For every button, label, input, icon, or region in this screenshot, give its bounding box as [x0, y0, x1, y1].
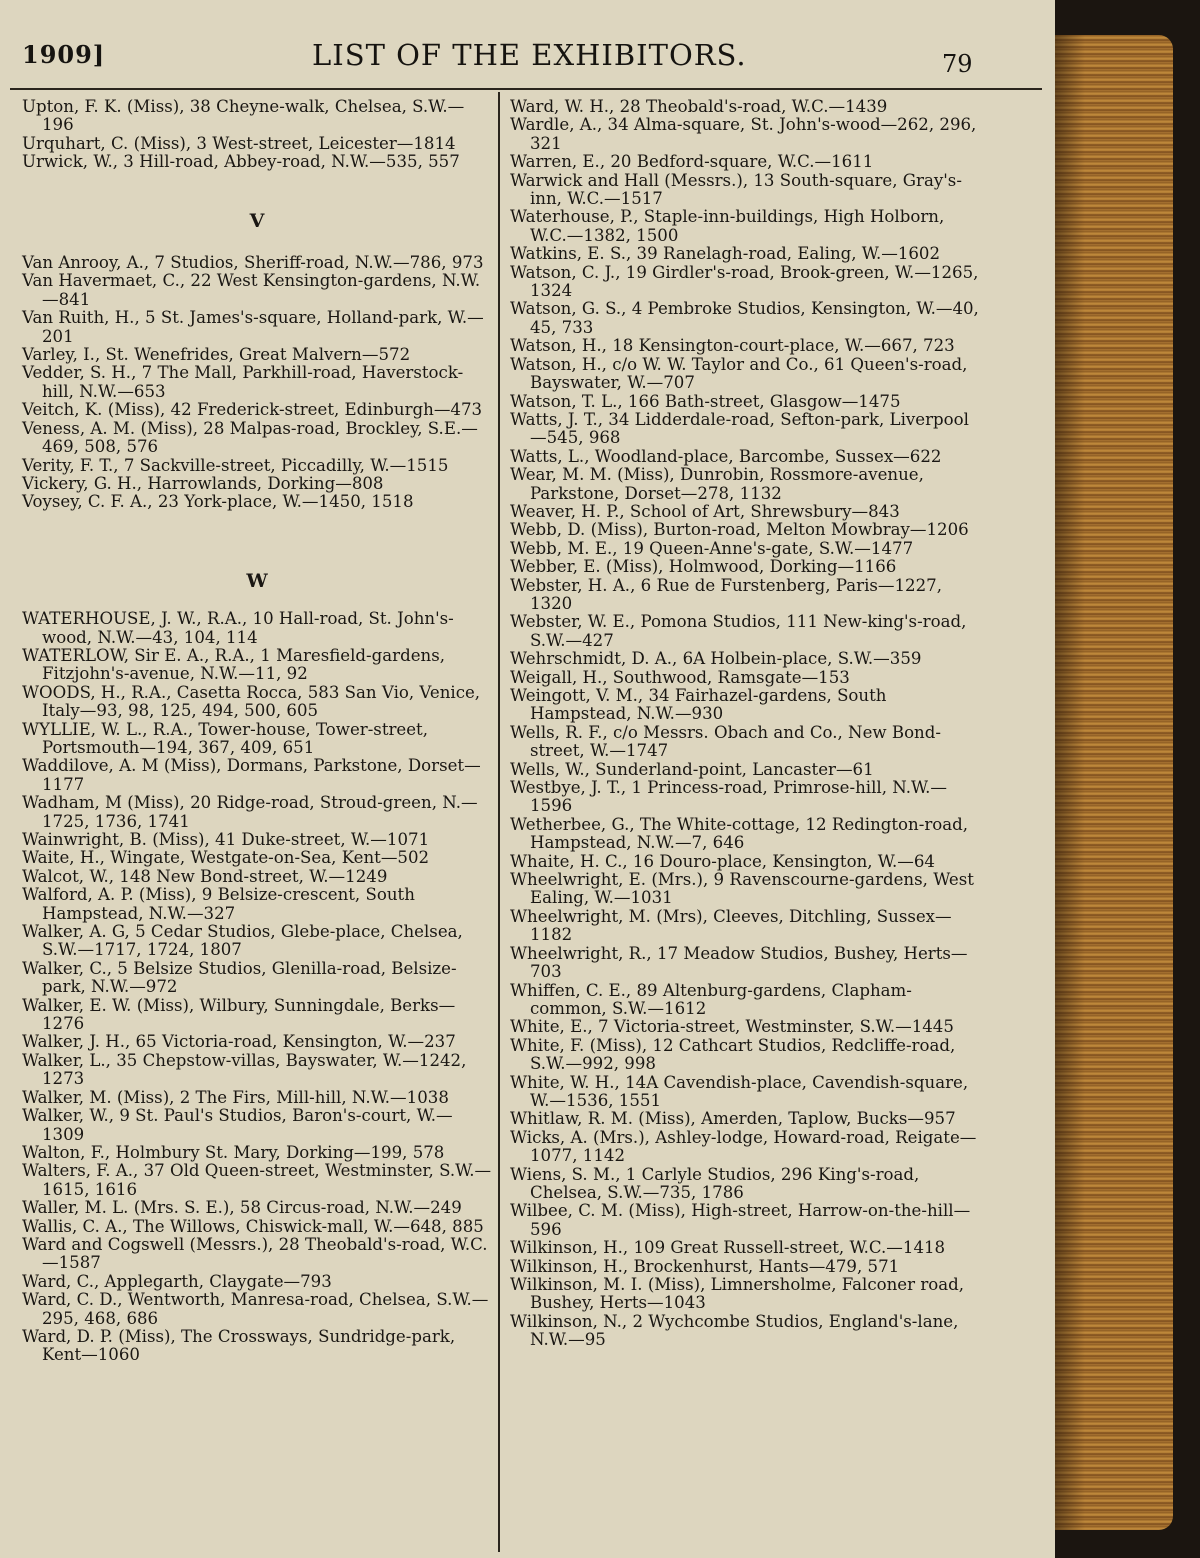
exhibitor-entry: Van Ruith, H., 5 St. James's-square, Holland-park, W.—201: [22, 308, 484, 346]
w-section: [22, 610, 492, 1365]
exhibitor-entry: Wear, M. M. (Miss), Dunrobin, Rossmore-avenue, Parkstone, Dorset—278, 1132: [510, 465, 924, 503]
exhibitor-entry: WATERLOW, Sir E. A., R.A., 1 Maresfield-gardens, Fitzjohn's-avenue, N.W.—11, 92: [22, 645, 446, 684]
exhibitor-entry: Veness, A. M. (Miss), 28 Malpas-road, Brockley, S.E.—469, 508, 576: [22, 418, 478, 457]
exhibitor-entry: Whiffen, C. E., 89 Altenburg-gardens, Clapham-common, S.W.—1612: [510, 980, 912, 1018]
exhibitor-entry: Webb, M. E., 19 Queen-Anne's-gate, S.W.—1477: [510, 538, 914, 558]
exhibitor-entry: Waddilove, A. M (Miss), Dormans, Parkstone, Dorset—1177: [22, 756, 481, 794]
exhibitor-entry: Walker, C., 5 Belsize Studios, Glenilla-road, Belsize-park, N.W.—972: [22, 958, 457, 997]
exhibitor-entry: Ward, C., Applegarth, Claygate—793: [22, 1271, 332, 1291]
exhibitor-entry: Van Havermaet, C., 22 West Kensington-gardens, N.W.—841: [22, 271, 481, 309]
exhibitor-entry: Urwick, W., 3 Hill-road, Abbey-road, N.W.—535, 557: [22, 152, 460, 172]
exhibitor-entry: Walker, M. (Miss), 2 The Firs, Mill-hill, N.W.—1038: [22, 1087, 449, 1107]
exhibitor-entry: Vedder, S. H., 7 The Mall, Parkhill-road, Haverstock-hill, N.W.—653: [22, 363, 464, 401]
exhibitor-entry: Wardle, A., 34 Alma-square, St. John's-wood—262, 296, 321: [510, 115, 977, 153]
exhibitor-entry: Walker, J. H., 65 Victoria-road, Kensington, W.—237: [22, 1032, 456, 1052]
exhibitor-entry: Wilkinson, M. I. (Miss), Limnersholme, Falconer road, Bushey, Herts—1043: [510, 1275, 965, 1313]
exhibitor-entry: Ward, D. P. (Miss), The Crossways, Sundridge-park, Kent—1060: [22, 1326, 456, 1365]
exhibitor-entry: Walford, A. P. (Miss), 9 Belsize-crescent, South Hampstead, N.W.—327: [22, 885, 415, 923]
header-year: 1909]: [22, 40, 106, 69]
exhibitor-entry: Watson, G. S., 4 Pembroke Studios, Kensington, W.—40, 45, 733: [510, 299, 979, 337]
exhibitor-entry: Wells, W., Sunderland-point, Lancaster—61: [510, 759, 874, 779]
exhibitor-entry: Wells, R. F., c/o Messrs. Obach and Co., New Bond-street, W.—1747: [510, 722, 941, 761]
exhibitor-entry: Westbye, J. T., 1 Princess-road, Primrose-hill, N.W.—1596: [510, 778, 948, 816]
exhibitor-entry: Walker, A. G, 5 Cedar Studios, Glebe-place, Chelsea, S.W.—1717, 1724, 1807: [22, 922, 463, 960]
right-column: [510, 98, 980, 1350]
exhibitor-entry: Warren, E., 20 Bedford-square, W.C.—1611: [510, 152, 874, 172]
exhibitor-entry: Van Anrooy, A., 7 Studios, Sheriff-road, N.W.—786, 973: [22, 253, 484, 273]
exhibitor-entry: Veitch, K. (Miss), 42 Frederick-street, Edinburgh—473: [22, 400, 483, 420]
right-entries: [510, 98, 980, 1350]
exhibitor-entry: Wilkinson, H., Brockenhurst, Hants—479, 571: [510, 1256, 900, 1276]
exhibitor-entry: Voysey, C. F. A., 23 York-place, W.—1450, 1518: [22, 492, 414, 512]
exhibitor-entry: White, F. (Miss), 12 Cathcart Studios, Redcliffe-road, S.W.—992, 998: [510, 1035, 956, 1074]
exhibitor-entry: Wallis, C. A., The Willows, Chiswick-mall, W.—648, 885: [22, 1216, 484, 1236]
exhibitor-entry: Verity, F. T., 7 Sackville-street, Piccadilly, W.—1515: [22, 455, 449, 475]
exhibitor-entry: Ward, C. D., Wentworth, Manresa-road, Chelsea, S.W.—295, 468, 686: [22, 1290, 489, 1328]
exhibitor-entry: Varley, I., St. Wenefrides, Great Malvern—572: [22, 345, 411, 365]
exhibitor-entry: Whaite, H. C., 16 Douro-place, Kensington, W.—64: [510, 851, 935, 871]
exhibitor-entry: Watson, H., 18 Kensington-court-place, W.—667, 723: [510, 336, 955, 356]
page-header: [0, 34, 1055, 82]
exhibitor-entry: Watts, J. T., 34 Lidderdale-road, Sefton-park, Liverpool—545, 968: [510, 409, 969, 448]
column-divider: [498, 92, 500, 1552]
exhibitor-entry: Weingott, V. M., 34 Fairhazel-gardens, South Hampstead, N.W.—930: [510, 686, 887, 724]
exhibitor-entry: Waterhouse, P., Staple-inn-buildings, High Holborn, W.C.—1382, 1500: [510, 207, 945, 245]
exhibitor-entry: Walker, W., 9 St. Paul's Studios, Baron's-court, W.—1309: [22, 1106, 453, 1144]
exhibitor-entry: Weaver, H. P., School of Art, Shrewsbury—843: [510, 501, 900, 521]
exhibitor-entry: Watson, H., c/o W. W. Taylor and Co., 61 Queen's-road, Bayswater, W.—707: [510, 354, 968, 393]
v-section: [22, 254, 492, 512]
exhibitor-entry: Wilkinson, H., 109 Great Russell-street, W.C.—1418: [510, 1238, 946, 1258]
exhibitor-entry: Warwick and Hall (Messrs.), 13 South-square, Gray's-inn, W.C.—1517: [510, 170, 962, 209]
section-letter-w: W: [246, 569, 268, 592]
exhibitor-entry: Walcot, W., 148 New Bond-street, W.—1249: [22, 866, 388, 886]
exhibitor-entry: Walters, F. A., 37 Old Queen-street, Westminster, S.W.—1615, 1616: [22, 1161, 492, 1199]
exhibitor-entry: Waller, M. L. (Mrs. S. E.), 58 Circus-road, N.W.—249: [22, 1198, 462, 1218]
header-rule: [10, 88, 1042, 90]
exhibitor-entry: Watson, T. L., 166 Bath-street, Glasgow—1475: [510, 391, 901, 411]
u-section: [22, 98, 492, 172]
exhibitor-entry: Wiens, S. M., 1 Carlyle Studios, 296 King's-road, Chelsea, S.W.—735, 1786: [510, 1164, 920, 1202]
exhibitor-entry: Wilkinson, N., 2 Wychcombe Studios, England's-lane, N.W.—95: [510, 1311, 959, 1350]
exhibitor-entry: Ward and Cogswell (Messrs.), 28 Theobald's-road, W.C.—1587: [22, 1234, 488, 1273]
exhibitor-entry: Wetherbee, G., The White-cottage, 12 Redington-road, Hampstead, N.W.—7, 646: [510, 814, 969, 853]
exhibitor-entry: Webster, H. A., 6 Rue de Furstenberg, Paris—1227, 1320: [510, 575, 942, 613]
exhibitor-entry: Vickery, G. H., Harrowlands, Dorking—808: [22, 473, 384, 493]
exhibitor-entry: Wilbee, C. M. (Miss), High-street, Harrow-on-the-hill—596: [510, 1201, 971, 1239]
exhibitor-entry: Wheelwright, E. (Mrs.), 9 Ravenscourne-gardens, West Ealing, W.—1031: [510, 870, 974, 908]
exhibitor-entry: Wheelwright, R., 17 Meadow Studios, Bushey, Herts—703: [510, 943, 968, 982]
exhibitor-entry: WYLLIE, W. L., R.A., Tower-house, Tower-street, Portsmouth—194, 367, 409, 651: [22, 719, 429, 757]
exhibitor-entry: Walton, F., Holmbury St. Mary, Dorking—199, 578: [22, 1142, 445, 1162]
exhibitor-entry: Ward, W. H., 28 Theobald's-road, W.C.—1439: [510, 97, 888, 116]
exhibitor-entry: WOODS, H., R.A., Casetta Rocca, 583 San Vio, Venice, Italy—93, 98, 125, 494, 500, 605: [22, 682, 481, 721]
exhibitor-entry: Walker, L., 35 Chepstow-villas, Bayswater, W.—1242, 1273: [22, 1050, 467, 1089]
exhibitor-entry: Walker, E. W. (Miss), Wilbury, Sunningdale, Berks—1276: [22, 995, 456, 1034]
exhibitor-entry: Wehrschmidt, D. A., 6A Holbein-place, S.W.—359: [510, 649, 922, 669]
exhibitor-entry: Whitlaw, R. M. (Miss), Amerden, Taplow, Bucks—957: [510, 1109, 956, 1129]
exhibitor-entry: Webber, E. (Miss), Holmwood, Dorking—1166: [510, 557, 897, 577]
exhibitor-entry: Webster, W. E., Pomona Studios, 111 New-king's-road, S.W.—427: [510, 612, 967, 650]
exhibitor-entry: WATERHOUSE, J. W., R.A., 10 Hall-road, St. John's-wood, N.W.—43, 104, 114: [22, 609, 454, 647]
exhibitor-entry: Wainwright, B. (Miss), 41 Duke-street, W.—1071: [22, 830, 430, 849]
exhibitor-entry: Urquhart, C. (Miss), 3 West-street, Leicester—1814: [22, 133, 456, 153]
exhibitor-entry: Wadham, M (Miss), 20 Ridge-road, Stroud-green, N.—1725, 1736, 1741: [22, 793, 478, 831]
exhibitor-entry: Waite, H., Wingate, Westgate-on-Sea, Kent—502: [22, 848, 430, 868]
exhibitor-entry: Upton, F. K. (Miss), 38 Cheyne-walk, Chelsea, S.W.—196: [22, 97, 465, 135]
exhibitor-entry: White, E., 7 Victoria-street, Westminster, S.W.—1445: [510, 1017, 954, 1037]
left-column: [22, 98, 492, 1365]
exhibitor-entry: Watson, C. J., 19 Girdler's-road, Brook-green, W.—1265, 1324: [510, 262, 979, 301]
exhibitor-entry: Watts, L., Woodland-place, Barcombe, Sussex—622: [510, 446, 942, 466]
page-number: 79: [942, 50, 973, 78]
exhibitor-entry: Wicks, A. (Mrs.), Ashley-lodge, Howard-road, Reigate—1077, 1142: [510, 1127, 977, 1166]
book-spine-shadow: [1055, 35, 1085, 1530]
section-letter-v: V: [249, 209, 265, 232]
exhibitor-entry: Wheelwright, M. (Mrs), Cleeves, Ditchling, Sussex—1182: [510, 906, 952, 945]
exhibitor-entry: Watkins, E. S., 39 Ranelagh-road, Ealing, W.—1602: [510, 244, 941, 264]
exhibitor-entry: Webb, D. (Miss), Burton-road, Melton Mowbray—1206: [510, 520, 969, 540]
exhibitor-entry: Weigall, H., Southwood, Ramsgate—153: [510, 667, 850, 687]
page-title: LIST OF THE EXHIBITORS.: [312, 38, 747, 72]
exhibitor-entry: White, W. H., 14A Cavendish-place, Cavendish-square, W.—1536, 1551: [510, 1072, 969, 1110]
